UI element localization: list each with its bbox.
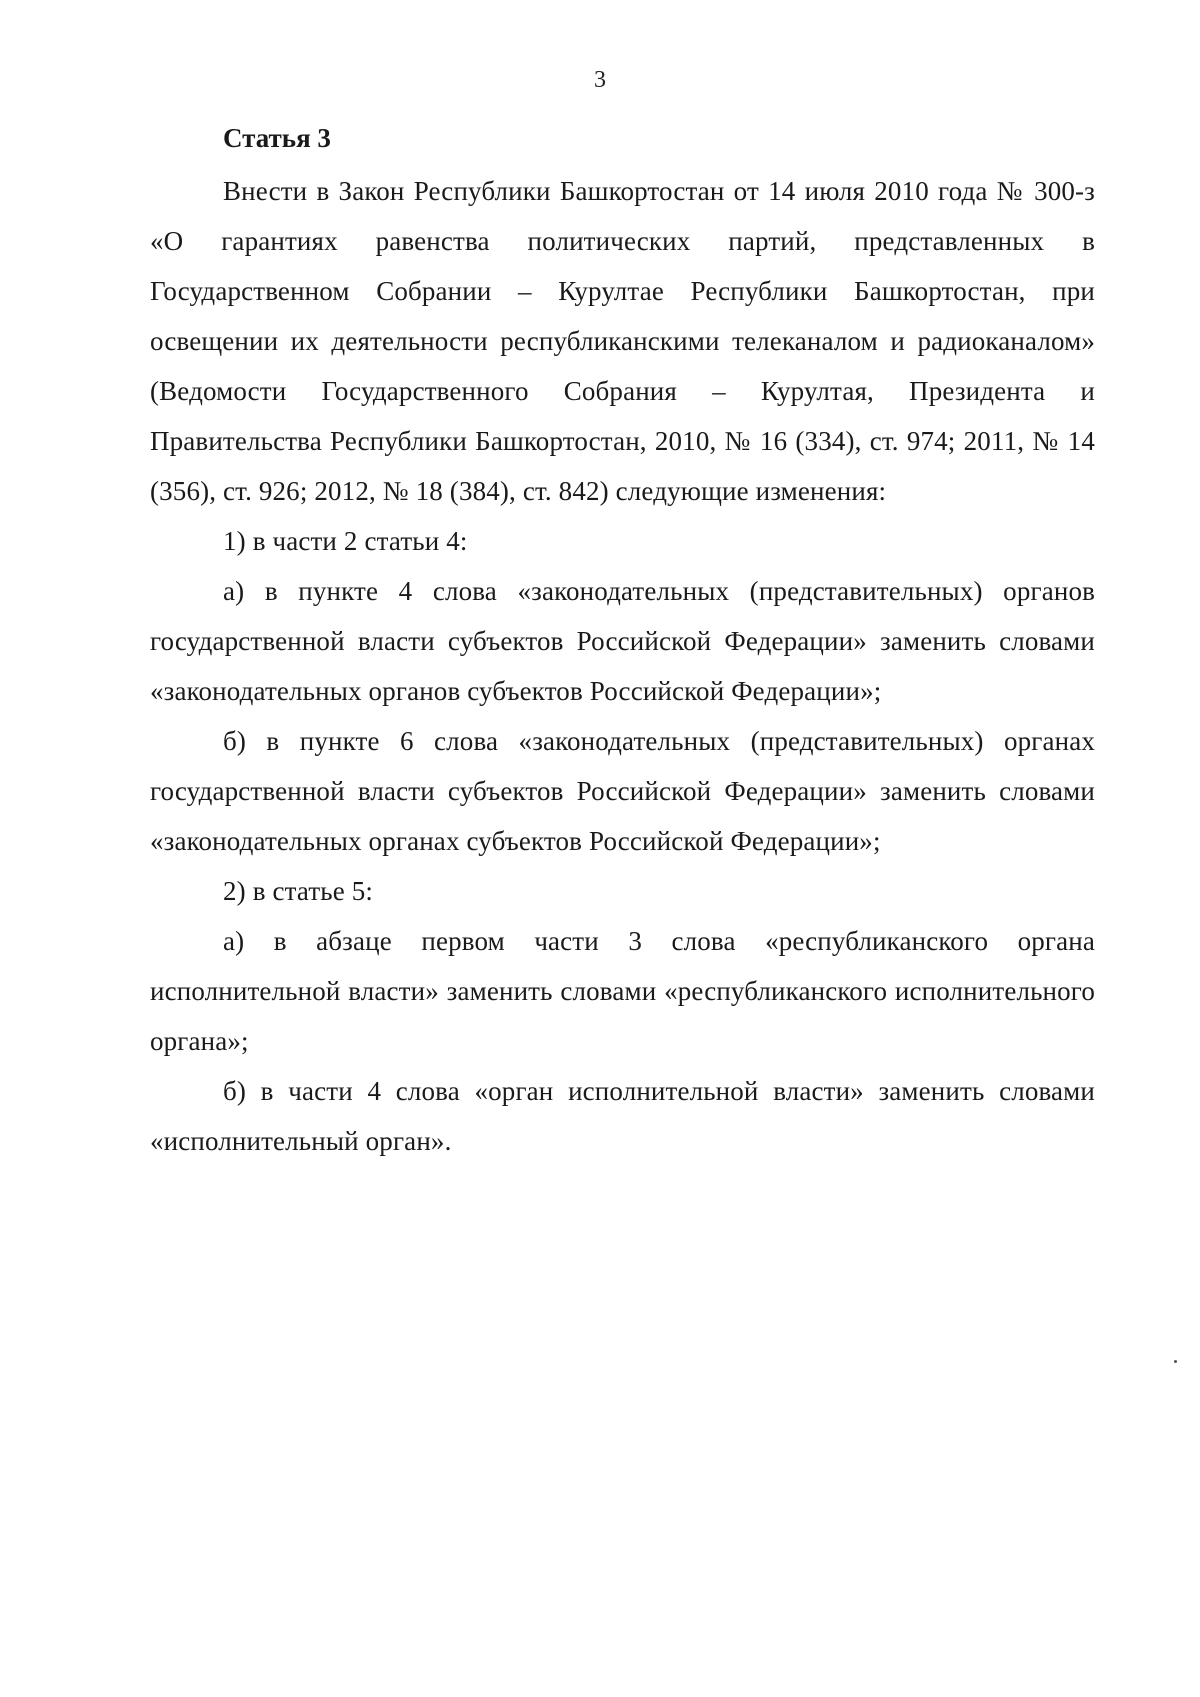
list-item: б) в пункте 6 слова «законодательных (представительных) органах государственной власти субъектов Российской Федерации» заменить словами «законодательных органах субъектов Российской Федерации»; (150, 726, 1095, 856)
page-number: 3 (594, 67, 606, 93)
list-item: а) в пункте 4 слова «законодательных (представительных) органов государственной власти субъектов Российской Федерации» заменить словами «законодательных органов субъектов Российской Федерации»; (150, 576, 1095, 706)
list-item: 2) в статье 5: (223, 876, 374, 906)
list-item: а) в абзаце первом части 3 слова «республиканского органа исполнительной власти» заменить словами «республиканского исполнительного органа»; (150, 926, 1095, 1056)
document-body (150, 116, 1095, 1166)
article-heading: Статья 3 (223, 123, 331, 153)
list-item: 1) в части 2 статьи 4: (223, 526, 468, 556)
list-item: б) в части 4 слова «орган исполнительной власти» заменить словами «исполнительный орган». (150, 1076, 1095, 1156)
scan-speck (1174, 1360, 1177, 1363)
article-intro-paragraph: Внести в Закон Республики Башкортостан от 14 июля 2010 года № 300-з «О гарантиях равенства политических партий, представленных в Государственном Собрании – Курултае Республики Башкортостан, при освещении их деятельности республиканскими телеканалом и радиоканалом» (Ведомости Государственного Собрания – Курултая, Президента и Правительства Республики Башкортостан, 2010, № 16 (334), ст. 974; 2011, № 14 (356), ст. 926; 2012, № 18 (384), ст. 842) следующие изменения: (150, 176, 1095, 506)
